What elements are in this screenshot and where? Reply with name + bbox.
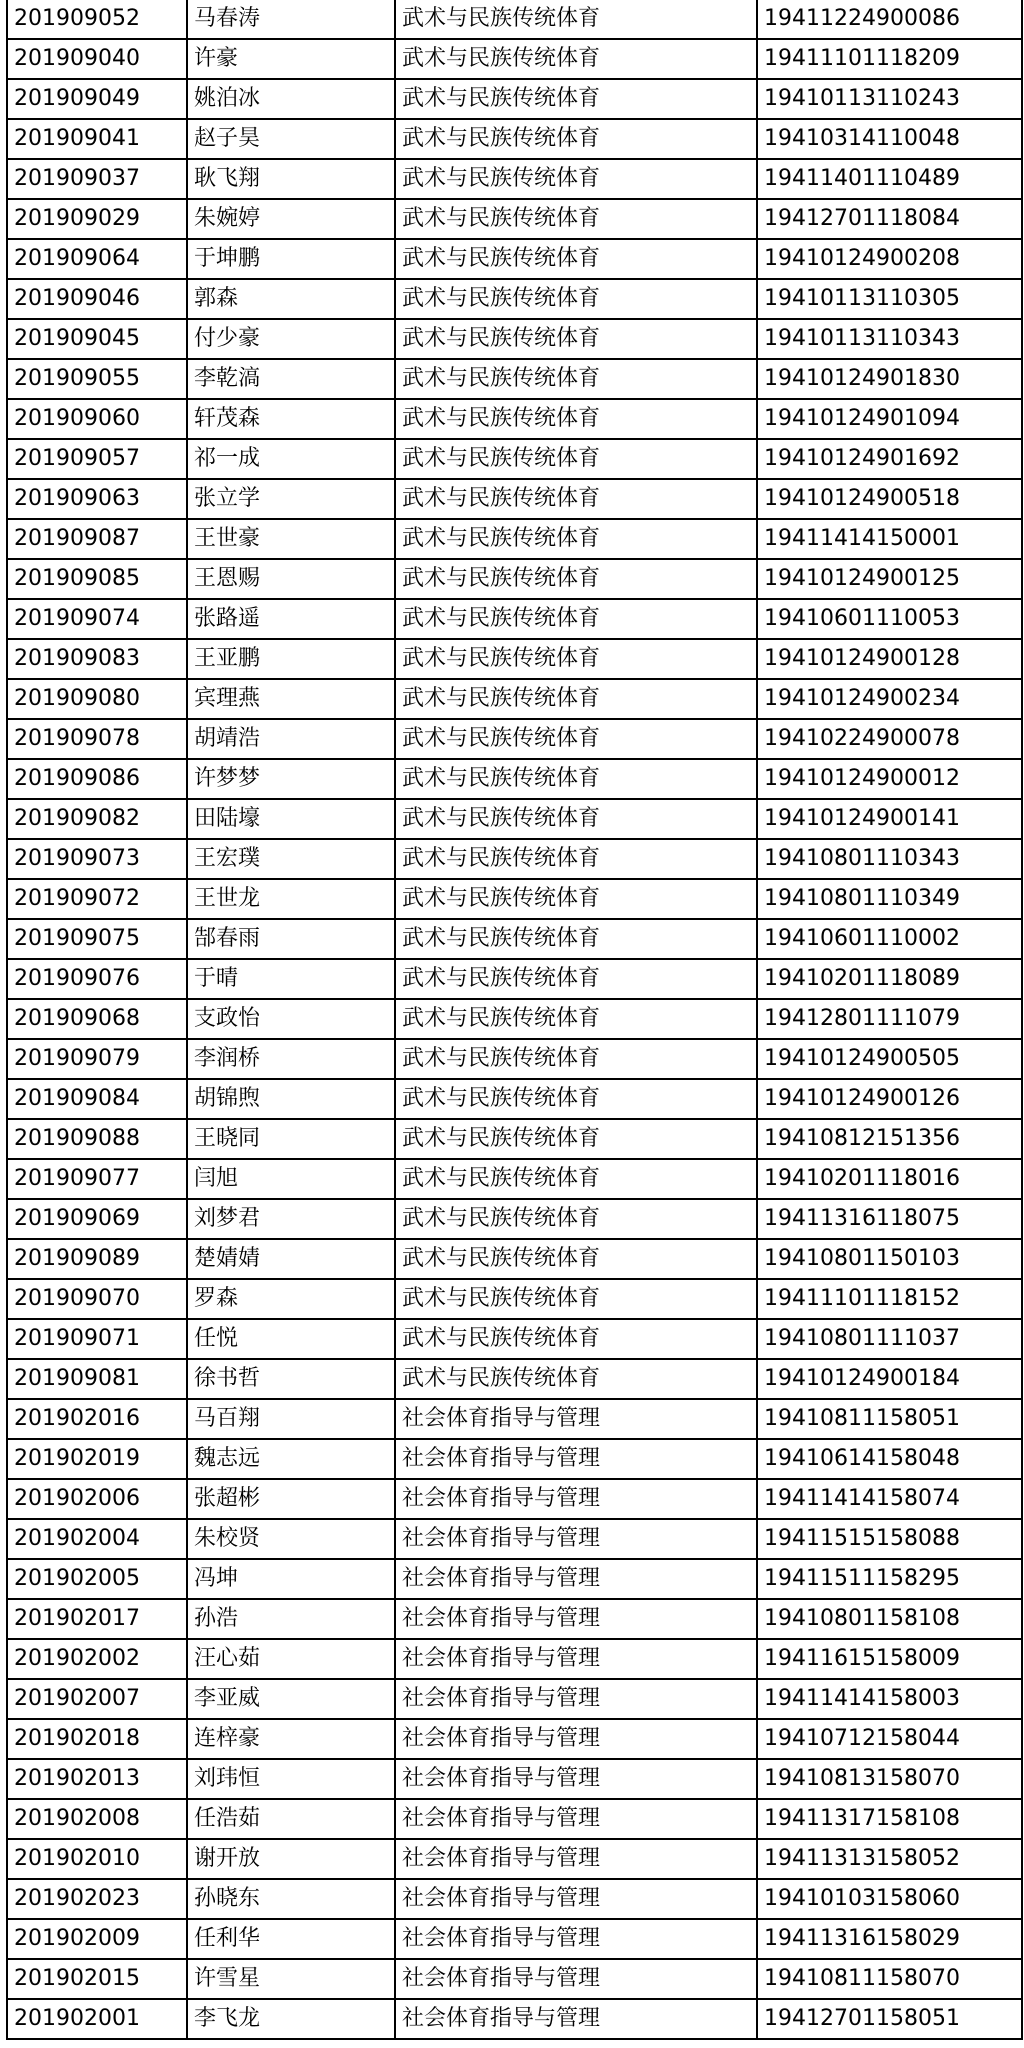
major-cell: 武术与民族传统体育 [395,959,757,999]
student-name-cell: 任悦 [187,1319,395,1359]
exam-number-cell: 19410124900128 [757,639,1022,679]
major-cell: 武术与民族传统体育 [395,519,757,559]
table-row [7,559,1022,599]
student-name-cell: 冯坤 [187,1559,395,1599]
major-cell: 武术与民族传统体育 [395,39,757,79]
exam-number-cell: 19411317158108 [757,1799,1022,1839]
exam-number-cell: 19411414158003 [757,1679,1022,1719]
student-name-cell: 谢开放 [187,1839,395,1879]
student-name-cell: 田陆壕 [187,799,395,839]
major-cell: 社会体育指导与管理 [395,1639,757,1679]
student-name-cell: 宾理燕 [187,679,395,719]
table-row [7,319,1022,359]
table-row [7,1319,1022,1359]
table-row [7,1599,1022,1639]
major-cell: 武术与民族传统体育 [395,439,757,479]
student-name-cell: 朱婉婷 [187,199,395,239]
exam-number-cell: 19410124901094 [757,399,1022,439]
student-id-cell: 201909041 [7,119,187,159]
student-name-cell: 马春涛 [187,0,395,39]
student-name-cell: 刘玮恒 [187,1759,395,1799]
major-cell: 武术与民族传统体育 [395,719,757,759]
exam-number-cell: 19410601110002 [757,919,1022,959]
student-name-cell: 楚婧婧 [187,1239,395,1279]
table-row [7,1399,1022,1439]
student-name-cell: 李润桥 [187,1039,395,1079]
table-row [7,1079,1022,1119]
table-row [7,1039,1022,1079]
major-cell: 武术与民族传统体育 [395,639,757,679]
student-id-cell: 201909087 [7,519,187,559]
table-row [7,1919,1022,1959]
major-cell: 社会体育指导与管理 [395,1879,757,1919]
student-name-cell: 付少豪 [187,319,395,359]
major-cell: 武术与民族传统体育 [395,359,757,399]
exam-number-cell: 19412801111079 [757,999,1022,1039]
table-row [7,1719,1022,1759]
roster-body [7,0,1022,2039]
exam-number-cell: 19410113110305 [757,279,1022,319]
major-cell: 武术与民族传统体育 [395,759,757,799]
exam-number-cell: 19412701158051 [757,1999,1022,2039]
major-cell: 武术与民族传统体育 [395,279,757,319]
student-name-cell: 李亚威 [187,1679,395,1719]
student-name-cell: 许豪 [187,39,395,79]
major-cell: 武术与民族传统体育 [395,1199,757,1239]
exam-number-cell: 19410124900505 [757,1039,1022,1079]
student-id-cell: 201909080 [7,679,187,719]
exam-number-cell: 19410811158051 [757,1399,1022,1439]
exam-number-cell: 19410801110343 [757,839,1022,879]
table-row [7,1999,1022,2039]
table-row [7,1639,1022,1679]
student-name-cell: 张立学 [187,479,395,519]
major-cell: 社会体育指导与管理 [395,1759,757,1799]
student-name-cell: 许雪星 [187,1959,395,1999]
major-cell: 武术与民族传统体育 [395,199,757,239]
table-row [7,1159,1022,1199]
student-roster-table [6,0,1023,2040]
exam-number-cell: 19410614158048 [757,1439,1022,1479]
student-name-cell: 姚泊冰 [187,79,395,119]
exam-number-cell: 19410124901830 [757,359,1022,399]
student-name-cell: 胡锦煦 [187,1079,395,1119]
major-cell: 武术与民族传统体育 [395,999,757,1039]
table-row [7,1279,1022,1319]
table-row [7,1959,1022,1999]
student-id-cell: 201902023 [7,1879,187,1919]
exam-number-cell: 19410601110053 [757,599,1022,639]
major-cell: 武术与民族传统体育 [395,559,757,599]
student-id-cell: 201909049 [7,79,187,119]
student-id-cell: 201902009 [7,1919,187,1959]
major-cell: 武术与民族传统体育 [395,319,757,359]
major-cell: 武术与民族传统体育 [395,119,757,159]
table-row [7,599,1022,639]
table-row [7,959,1022,999]
table-row [7,639,1022,679]
major-cell: 武术与民族传统体育 [395,1079,757,1119]
student-id-cell: 201909085 [7,559,187,599]
table-row [7,1839,1022,1879]
student-name-cell: 轩茂森 [187,399,395,439]
student-name-cell: 祁一成 [187,439,395,479]
major-cell: 武术与民族传统体育 [395,1159,757,1199]
major-cell: 社会体育指导与管理 [395,1679,757,1719]
table-row [7,39,1022,79]
exam-number-cell: 19410124901692 [757,439,1022,479]
student-name-cell: 孙浩 [187,1599,395,1639]
student-name-cell: 李乾滈 [187,359,395,399]
student-name-cell: 许梦梦 [187,759,395,799]
major-cell: 社会体育指导与管理 [395,1519,757,1559]
table-row [7,879,1022,919]
student-id-cell: 201909082 [7,799,187,839]
exam-number-cell: 19411511158295 [757,1559,1022,1599]
student-id-cell: 201909081 [7,1359,187,1399]
student-id-cell: 201909074 [7,599,187,639]
exam-number-cell: 19410801111037 [757,1319,1022,1359]
exam-number-cell: 19410314110048 [757,119,1022,159]
student-name-cell: 王恩赐 [187,559,395,599]
table-row [7,479,1022,519]
student-name-cell: 张路遥 [187,599,395,639]
student-name-cell: 王世龙 [187,879,395,919]
student-name-cell: 马百翔 [187,1399,395,1439]
student-id-cell: 201902019 [7,1439,187,1479]
major-cell: 武术与民族传统体育 [395,159,757,199]
table-row [7,279,1022,319]
table-row [7,119,1022,159]
table-row [7,1359,1022,1399]
major-cell: 社会体育指导与管理 [395,1839,757,1879]
student-id-cell: 201902002 [7,1639,187,1679]
student-id-cell: 201909072 [7,879,187,919]
exam-number-cell: 19411515158088 [757,1519,1022,1559]
student-id-cell: 201909055 [7,359,187,399]
table-row [7,1759,1022,1799]
exam-number-cell: 19410124900141 [757,799,1022,839]
student-id-cell: 201909086 [7,759,187,799]
table-row [7,999,1022,1039]
major-cell: 武术与民族传统体育 [395,919,757,959]
major-cell: 社会体育指导与管理 [395,1439,757,1479]
major-cell: 社会体育指导与管理 [395,1719,757,1759]
table-row [7,359,1022,399]
exam-number-cell: 19411615158009 [757,1639,1022,1679]
student-name-cell: 王亚鹏 [187,639,395,679]
student-id-cell: 201909060 [7,399,187,439]
student-name-cell: 任利华 [187,1919,395,1959]
student-name-cell: 魏志远 [187,1439,395,1479]
student-name-cell: 耿飞翔 [187,159,395,199]
student-name-cell: 王宏璞 [187,839,395,879]
major-cell: 社会体育指导与管理 [395,1559,757,1599]
student-id-cell: 201902017 [7,1599,187,1639]
student-name-cell: 连梓豪 [187,1719,395,1759]
exam-number-cell: 19411101118209 [757,39,1022,79]
exam-number-cell: 19410124900234 [757,679,1022,719]
student-id-cell: 201909076 [7,959,187,999]
exam-number-cell: 19411316158029 [757,1919,1022,1959]
student-id-cell: 201909045 [7,319,187,359]
table-row [7,1479,1022,1519]
major-cell: 武术与民族传统体育 [395,599,757,639]
student-id-cell: 201902004 [7,1519,187,1559]
major-cell: 武术与民族传统体育 [395,1319,757,1359]
student-id-cell: 201902008 [7,1799,187,1839]
table-row [7,1119,1022,1159]
table-row [7,1559,1022,1599]
student-id-cell: 201902001 [7,1999,187,2039]
student-id-cell: 201902007 [7,1679,187,1719]
exam-number-cell: 19411313158052 [757,1839,1022,1879]
student-name-cell: 郭森 [187,279,395,319]
exam-number-cell: 19410801110349 [757,879,1022,919]
student-id-cell: 201902015 [7,1959,187,1999]
exam-number-cell: 19410801158108 [757,1599,1022,1639]
student-id-cell: 201902010 [7,1839,187,1879]
major-cell: 社会体育指导与管理 [395,1919,757,1959]
student-id-cell: 201909063 [7,479,187,519]
table-row [7,519,1022,559]
major-cell: 武术与民族传统体育 [395,1119,757,1159]
student-id-cell: 201909040 [7,39,187,79]
table-row [7,239,1022,279]
table-row [7,839,1022,879]
student-name-cell: 朱校贤 [187,1519,395,1559]
major-cell: 武术与民族传统体育 [395,1239,757,1279]
table-row [7,1679,1022,1719]
exam-number-cell: 19410124900184 [757,1359,1022,1399]
student-name-cell: 支政怡 [187,999,395,1039]
table-row [7,679,1022,719]
student-name-cell: 胡靖浩 [187,719,395,759]
major-cell: 社会体育指导与管理 [395,1599,757,1639]
exam-number-cell: 19411414150001 [757,519,1022,559]
table-row [7,79,1022,119]
student-name-cell: 闫旭 [187,1159,395,1199]
student-name-cell: 于晴 [187,959,395,999]
exam-number-cell: 19410103158060 [757,1879,1022,1919]
major-cell: 武术与民族传统体育 [395,479,757,519]
table-row [7,1239,1022,1279]
table-row [7,399,1022,439]
student-name-cell: 王晓同 [187,1119,395,1159]
student-id-cell: 201909068 [7,999,187,1039]
student-name-cell: 汪心茹 [187,1639,395,1679]
student-id-cell: 201909089 [7,1239,187,1279]
table-row [7,919,1022,959]
exam-number-cell: 19410124900208 [757,239,1022,279]
student-id-cell: 201909029 [7,199,187,239]
major-cell: 武术与民族传统体育 [395,1359,757,1399]
table-row [7,439,1022,479]
exam-number-cell: 19410201118089 [757,959,1022,999]
exam-number-cell: 19410113110243 [757,79,1022,119]
table-row [7,1519,1022,1559]
student-name-cell: 张超彬 [187,1479,395,1519]
student-id-cell: 201902016 [7,1399,187,1439]
major-cell: 武术与民族传统体育 [395,239,757,279]
major-cell: 社会体育指导与管理 [395,1959,757,1999]
major-cell: 武术与民族传统体育 [395,79,757,119]
student-id-cell: 201909052 [7,0,187,39]
student-id-cell: 201909046 [7,279,187,319]
student-id-cell: 201909064 [7,239,187,279]
major-cell: 社会体育指导与管理 [395,1479,757,1519]
student-id-cell: 201909073 [7,839,187,879]
exam-number-cell: 19411316118075 [757,1199,1022,1239]
major-cell: 社会体育指导与管理 [395,1999,757,2039]
major-cell: 武术与民族传统体育 [395,879,757,919]
exam-number-cell: 19410812151356 [757,1119,1022,1159]
major-cell: 社会体育指导与管理 [395,1799,757,1839]
student-id-cell: 201909083 [7,639,187,679]
student-name-cell: 王世豪 [187,519,395,559]
exam-number-cell: 19410224900078 [757,719,1022,759]
major-cell: 武术与民族传统体育 [395,679,757,719]
table-row [7,1799,1022,1839]
student-id-cell: 201902005 [7,1559,187,1599]
major-cell: 社会体育指导与管理 [395,1399,757,1439]
major-cell: 武术与民族传统体育 [395,399,757,439]
table-row [7,1439,1022,1479]
exam-number-cell: 19410801150103 [757,1239,1022,1279]
student-name-cell: 郜春雨 [187,919,395,959]
student-id-cell: 201909069 [7,1199,187,1239]
table-row [7,1879,1022,1919]
student-name-cell: 徐书哲 [187,1359,395,1399]
exam-number-cell: 19410712158044 [757,1719,1022,1759]
student-name-cell: 赵子昊 [187,119,395,159]
exam-number-cell: 19410113110343 [757,319,1022,359]
major-cell: 武术与民族传统体育 [395,0,757,39]
student-id-cell: 201909070 [7,1279,187,1319]
student-id-cell: 201909077 [7,1159,187,1199]
table-row [7,159,1022,199]
exam-number-cell: 19411224900086 [757,0,1022,39]
exam-number-cell: 19410124900518 [757,479,1022,519]
exam-number-cell: 19411401110489 [757,159,1022,199]
exam-number-cell: 19410811158070 [757,1959,1022,1999]
student-id-cell: 201909037 [7,159,187,199]
student-name-cell: 刘梦君 [187,1199,395,1239]
student-id-cell: 201909057 [7,439,187,479]
table-row [7,1199,1022,1239]
table-row [7,799,1022,839]
student-name-cell: 李飞龙 [187,1999,395,2039]
major-cell: 武术与民族传统体育 [395,799,757,839]
table-row [7,759,1022,799]
student-id-cell: 201902006 [7,1479,187,1519]
student-id-cell: 201909084 [7,1079,187,1119]
student-id-cell: 201909079 [7,1039,187,1079]
exam-number-cell: 19411414158074 [757,1479,1022,1519]
student-id-cell: 201909088 [7,1119,187,1159]
exam-number-cell: 19410813158070 [757,1759,1022,1799]
student-id-cell: 201909075 [7,919,187,959]
exam-number-cell: 19410124900012 [757,759,1022,799]
student-id-cell: 201909078 [7,719,187,759]
exam-number-cell: 19411101118152 [757,1279,1022,1319]
table-row [7,0,1022,39]
exam-number-cell: 19410201118016 [757,1159,1022,1199]
table-row [7,719,1022,759]
student-id-cell: 201909071 [7,1319,187,1359]
student-name-cell: 罗森 [187,1279,395,1319]
student-name-cell: 于坤鹏 [187,239,395,279]
student-id-cell: 201902013 [7,1759,187,1799]
student-name-cell: 任浩茹 [187,1799,395,1839]
major-cell: 武术与民族传统体育 [395,839,757,879]
major-cell: 武术与民族传统体育 [395,1279,757,1319]
major-cell: 武术与民族传统体育 [395,1039,757,1079]
exam-number-cell: 19412701118084 [757,199,1022,239]
exam-number-cell: 19410124900126 [757,1079,1022,1119]
exam-number-cell: 19410124900125 [757,559,1022,599]
student-id-cell: 201902018 [7,1719,187,1759]
table-row [7,199,1022,239]
student-name-cell: 孙晓东 [187,1879,395,1919]
